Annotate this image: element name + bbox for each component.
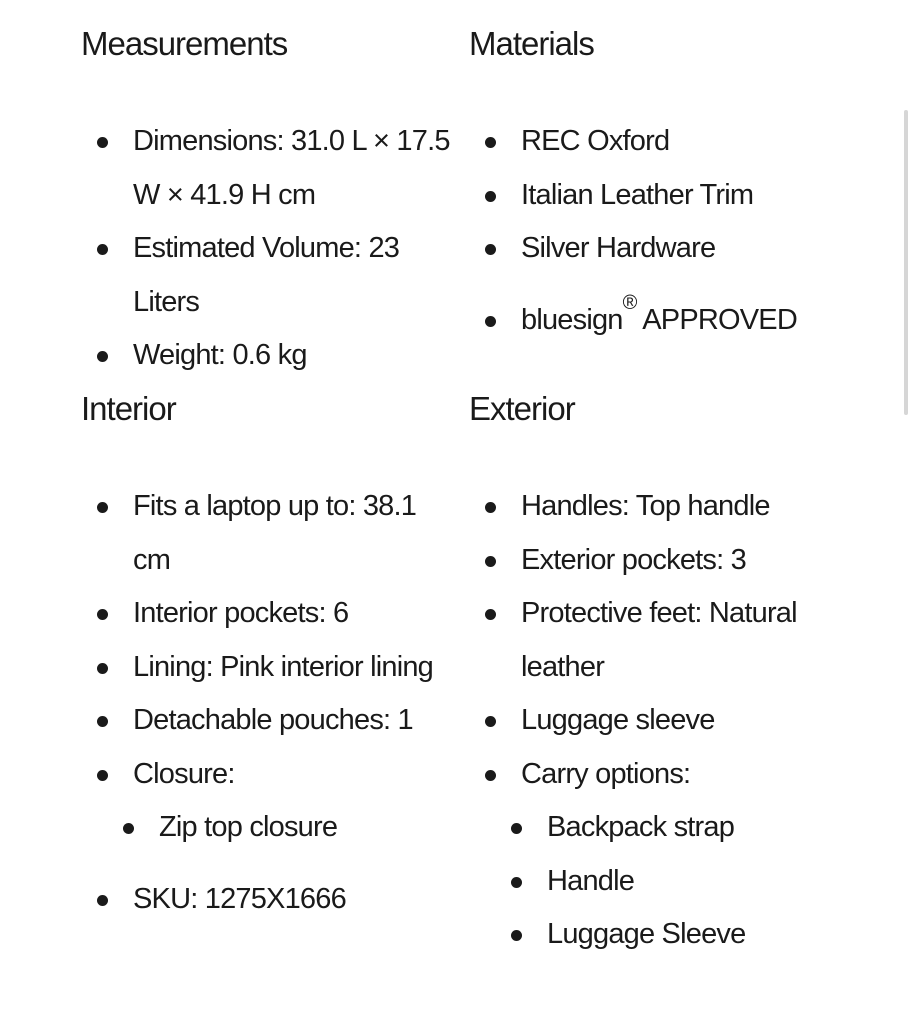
list-item-lining: Lining: Pink interior lining: [81, 641, 451, 695]
exterior-heading: Exterior: [469, 390, 575, 427]
scrollbar[interactable]: [901, 0, 911, 1024]
bluesign-brand: bluesign: [521, 303, 623, 336]
list-item-interior-pockets: Interior pockets: 6: [81, 587, 451, 641]
list-item-handle: Handle: [469, 855, 869, 909]
materials-list: [469, 115, 869, 347]
exterior-list: [469, 480, 869, 962]
scrollbar-thumb[interactable]: [904, 110, 908, 415]
list-item-luggage-sleeve: Luggage sleeve: [469, 694, 869, 748]
list-item-protective-feet: Protective feet: Natural leather: [469, 587, 869, 694]
list-item-luggage-sleeve-option: Luggage Sleeve: [469, 908, 869, 962]
list-item-italian-leather-trim: Italian Leather Trim: [469, 169, 869, 223]
measurements-heading: Measurements: [81, 25, 288, 62]
list-item-sku: SKU: 1275X1666: [81, 873, 451, 927]
list-item-laptop-fit: Fits a laptop up to: 38.1 cm: [81, 480, 451, 587]
list-item-backpack-strap: Backpack strap: [469, 801, 869, 855]
registered-mark: ®: [622, 291, 637, 314]
list-item-bluesign-approved: [469, 291, 869, 348]
list-item-weight: Weight: 0.6 kg: [81, 329, 451, 383]
materials-heading: Materials: [469, 25, 594, 62]
list-item-zip-top-closure: Zip top closure: [81, 801, 451, 855]
list-item-estimated-volume: Estimated Volume: 23 Liters: [81, 222, 451, 329]
list-item-dimensions: Dimensions: 31.0 L × 17.5 W × 41.9 H cm: [81, 115, 451, 222]
materials-section: [469, 24, 869, 347]
list-item-detachable-pouches: Detachable pouches: 1: [81, 694, 451, 748]
list-item-carry-options: Carry options:: [469, 748, 869, 802]
list-item-handles: Handles: Top handle: [469, 480, 869, 534]
list-item-rec-oxford: REC Oxford: [469, 115, 869, 169]
list-item-closure: Closure:: [81, 748, 451, 802]
interior-list: [81, 480, 451, 926]
bluesign-approved-text: APPROVED: [636, 303, 797, 336]
measurements-section: [81, 24, 451, 383]
exterior-section: [469, 389, 869, 962]
interior-section: [81, 389, 451, 926]
measurements-list: [81, 115, 451, 383]
list-item-silver-hardware: Silver Hardware: [469, 222, 869, 276]
list-item-exterior-pockets: Exterior pockets: 3: [469, 534, 869, 588]
interior-heading: Interior: [81, 390, 176, 427]
